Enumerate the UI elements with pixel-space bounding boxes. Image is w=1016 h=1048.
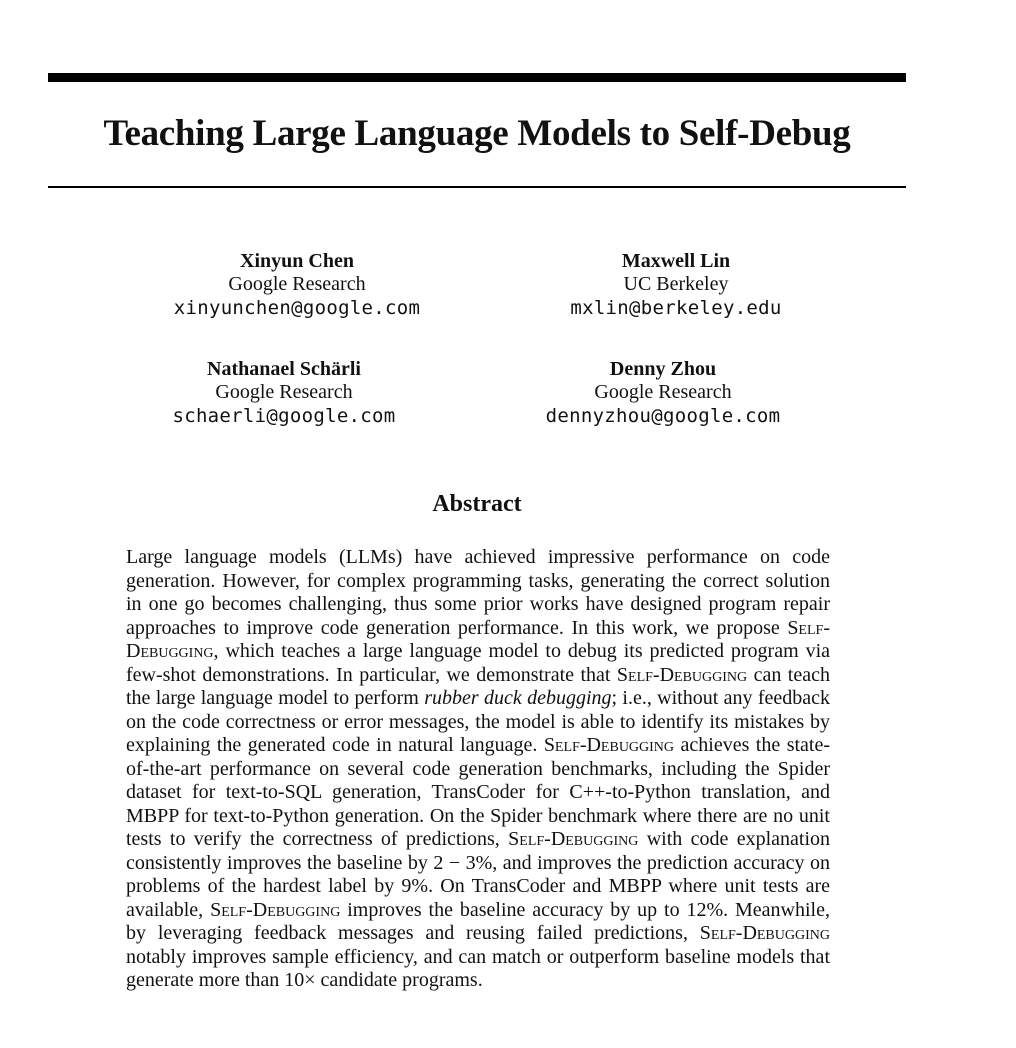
method-name: Self-Debugging — [616, 663, 748, 686]
author-block — [516, 249, 836, 320]
abstract-text-segment: improves the baseline accuracy by up to 12%. Meanwhile, by leveraging feedback messages and reusing failed predictions, — [126, 898, 830, 944]
author-affiliation: Google Research — [215, 381, 353, 403]
abstract-text-segment: with code explanation consistently improves the baseline by 2 − 3%, and improves the prediction accuracy on problems of the hardest label by 9%. On TransCoder and MBPP where unit tests are available, — [126, 828, 830, 921]
author-email: xinyunchen@google.com — [173, 297, 421, 319]
author-name: Denny Zhou — [609, 358, 717, 380]
abstract-heading: Abstract — [432, 491, 522, 517]
method-name: Self-Debugging — [126, 616, 830, 662]
method-name: Self-Debugging — [508, 828, 639, 850]
author-block — [137, 249, 457, 320]
author-affiliation: Google Research — [228, 273, 366, 295]
author-block — [503, 357, 823, 428]
method-name: Self-Debugging — [543, 734, 675, 756]
author-name: Xinyun Chen — [240, 250, 354, 272]
author-name: Nathanael Schärli — [207, 358, 361, 380]
title-top-rule — [48, 73, 906, 82]
abstract-text-segment: can teach the large language model to perform — [126, 663, 830, 709]
abstract-text-segment: Large language models (LLMs) have achieved impressive performance on code generation. However, for complex programming tasks, generating the correct solution in one go becomes challenging, thus some prior works have designed program repair approaches to improve code generation performance. In this work, we propose — [126, 546, 830, 639]
title-bottom-rule — [48, 186, 906, 188]
abstract-text-segment: , which teaches a large language model to debug its predicted program via few-shot demonstrations. In particular, we demonstrate that — [126, 640, 830, 686]
author-email: mxlin@berkeley.edu — [570, 297, 782, 319]
author-email: dennyzhou@google.com — [545, 405, 781, 427]
author-affiliation: UC Berkeley — [623, 273, 729, 295]
abstract-text-segment: ; i.e., without any feedback on the code correctness or error messages, the model is able to identify its mistakes by explaining the generated code in natural language. — [126, 687, 830, 756]
author-affiliation: Google Research — [594, 381, 732, 403]
author-block — [124, 357, 444, 428]
emphasis-text: rubber duck debugging — [424, 687, 612, 709]
method-name: Self-Debugging — [699, 922, 830, 944]
author-email: schaerli@google.com — [172, 405, 396, 427]
abstract-text — [126, 546, 830, 993]
abstract-text-segment: achieves the state-of-the-art performance on several code generation benchmarks, including the Spider dataset for text-to-SQL generation, TransCoder for C++-to-Python translation, and MBPP for text-to-Python generation. On the Spider benchmark where there are no unit tests to verify the correctness of predictions, — [126, 734, 831, 850]
abstract-text-segment: notably improves sample efficiency, and can match or outperform baseline models that generate more than 10× candidate programs. — [126, 945, 830, 991]
paper-title: Teaching Large Language Models to Self-Debug — [103, 113, 851, 154]
method-name: Self-Debugging — [210, 898, 341, 921]
author-name: Maxwell Lin — [621, 250, 731, 272]
